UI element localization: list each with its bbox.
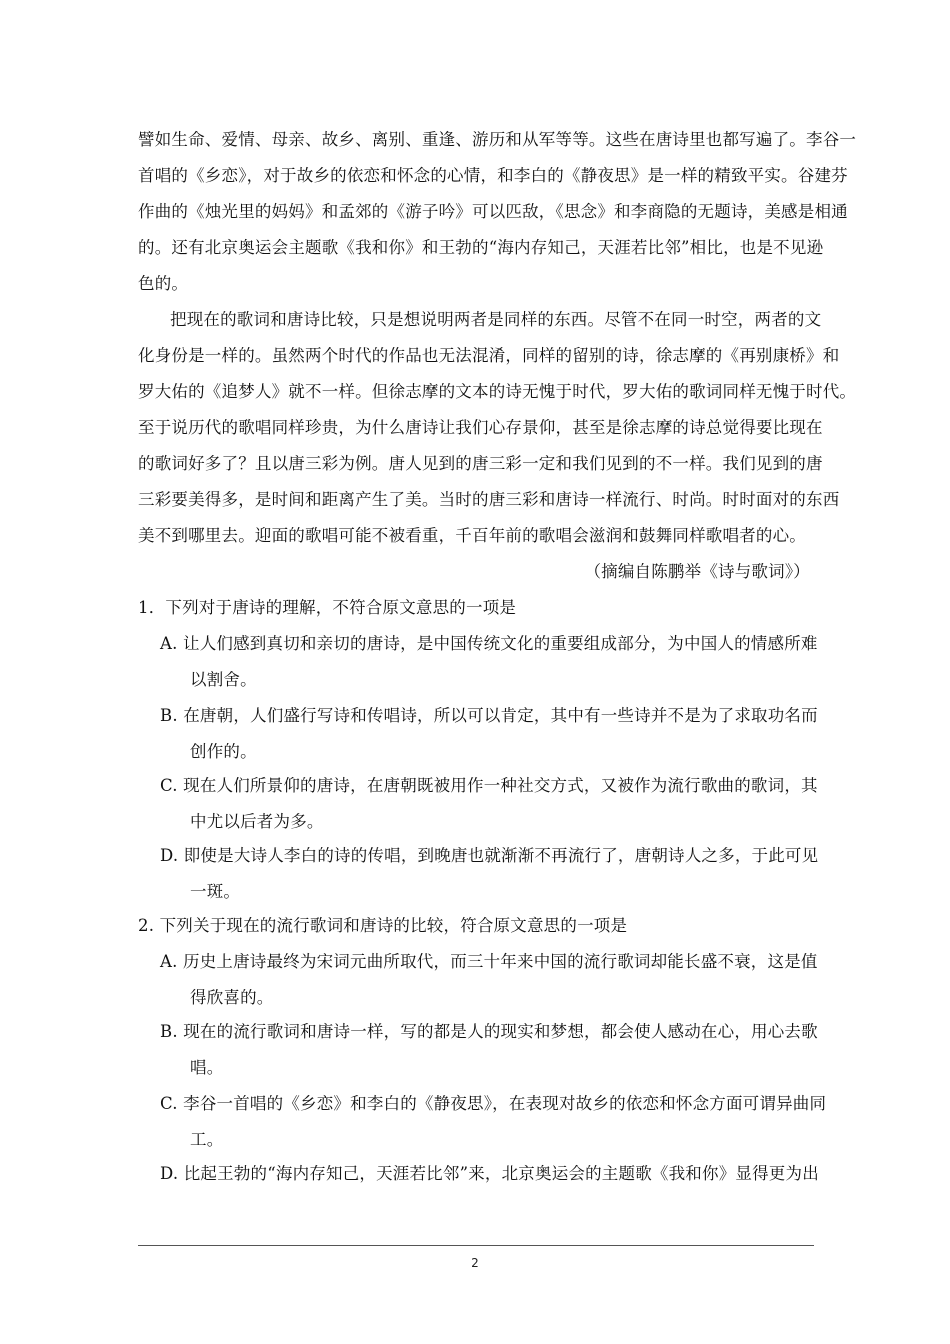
option-c-continuation: 工。: [190, 1130, 224, 1149]
passage-line: 的。还有北京奥运会主题歌《我和你》和王勃的“海内存知己，天涯若比邻”相比，也是不见逊: [138, 238, 824, 257]
option-c-line: C. 现在人们所景仰的唐诗，在唐朝既被用作一种社交方式，又被作为流行歌曲的歌词，其: [160, 776, 818, 795]
option-c-line: C. 李谷一首唱的《乡恋》和李白的《静夜思》，在表现对故乡的依恋和怀念方面可谓异曲同: [160, 1094, 827, 1113]
option-a-continuation: 得欣喜的。: [190, 988, 274, 1007]
passage-line: 譬如生命、爱情、母亲、故乡、离别、重逢、游历和从军等等。这些在唐诗里也都写遍了。李谷一: [138, 130, 857, 149]
option-d-line: D. 比起王勃的“海内存知己，天涯若比邻”来，北京奥运会的主题歌《我和你》显得更为出: [160, 1164, 819, 1183]
passage-line: 至于说历代的歌唱同样珍贵，为什么唐诗让我们心存景仰，甚至是徐志摩的诗总觉得要比现在: [138, 418, 823, 437]
page-number: 2: [471, 1256, 479, 1270]
passage-line: 把现在的歌词和唐诗比较，只是想说明两者是同样的东西。尽管不在同一时空，两者的文: [170, 310, 822, 329]
question-title: 2. 下列关于现在的流行歌词和唐诗的比较，符合原文意思的一项是: [138, 916, 628, 935]
option-a-line: A. 让人们感到真切和亲切的唐诗，是中国传统文化的重要组成部分，为中国人的情感所难: [160, 634, 818, 653]
passage-line: 首唱的《乡恋》，对于故乡的依恋和怀念的心情，和李白的《静夜思》是一样的精致平实。谷建芬: [138, 166, 848, 185]
option-d-line: D. 即使是大诗人李白的诗的传唱，到晚唐也就渐渐不再流行了，唐朝诗人之多，于此可见: [160, 846, 819, 865]
option-b-line: B. 在唐朝，人们盛行写诗和传唱诗，所以可以肯定，其中有一些诗并不是为了求取功名而: [160, 706, 818, 725]
passage-line: 美不到哪里去。迎面的歌唱可能不被看重，千百年前的歌唱会滋润和鼓舞同样歌唱者的心。: [138, 526, 806, 545]
passage-line: 罗大佑的《追梦人》就不一样。但徐志摩的文本的诗无愧于时代，罗大佑的歌词同样无愧于时代。: [138, 382, 857, 401]
source-citation: （摘编自陈鹏举《诗与歌词》）: [584, 562, 810, 581]
option-b-continuation: 创作的。: [190, 742, 257, 761]
option-b-line: B. 现在的流行歌词和唐诗一样，写的都是人的现实和梦想，都会使人感动在心，用心去歌: [160, 1022, 818, 1041]
option-b-continuation: 唱。: [190, 1058, 224, 1077]
passage-line: 色的。: [138, 274, 189, 293]
passage-line: 三彩要美得多，是时间和距离产生了美。当时的唐三彩和唐诗一样流行、时尚。时时面对的东西: [138, 490, 840, 509]
passage-line: 作曲的《烛光里的妈妈》和孟郊的《游子吟》可以匹敌，《思念》和李商隐的无题诗，美感是相通: [138, 202, 848, 221]
option-d-continuation: 一斑。: [190, 882, 241, 901]
footer-divider: [138, 1245, 814, 1246]
passage-line: 化身份是一样的。虽然两个时代的作品也无法混淆，同样的留别的诗，徐志摩的《再别康桥》和: [138, 346, 840, 365]
option-a-line: A. 历史上唐诗最终为宋词元曲所取代，而三十年来中国的流行歌词却能长盛不衰，这是值: [160, 952, 818, 971]
option-a-continuation: 以割舍。: [190, 670, 257, 689]
option-c-continuation: 中尤以后者为多。: [190, 812, 324, 831]
passage-line: 的歌词好多了？且以唐三彩为例。唐人见到的唐三彩一定和我们见到的不一样。我们见到的唐: [138, 454, 823, 473]
question-title: 1．下列对于唐诗的理解，不符合原文意思的一项是: [138, 598, 517, 617]
